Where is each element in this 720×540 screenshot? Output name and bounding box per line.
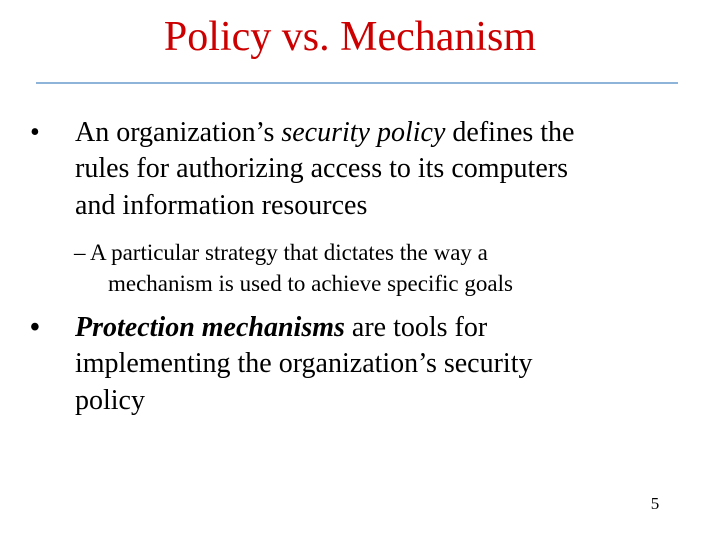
bullet-text-part: An organization’s: [75, 117, 282, 148]
sub-bullet-strategy: [74, 238, 654, 299]
bullet-line-1: [75, 310, 675, 346]
bullet-text-part: are tools for: [344, 312, 488, 343]
bullet-marker: •: [30, 117, 40, 148]
bullet-line-1: [75, 115, 675, 151]
bullet-line-3: and information resources: [75, 189, 368, 221]
bullet-marker: •: [30, 312, 40, 343]
bullet-line-3: policy: [75, 384, 145, 416]
bullet-text: [75, 115, 675, 224]
emphasis-term: security policy: [281, 117, 446, 148]
emphasis-term: Protection mechanisms: [75, 312, 345, 343]
slide-title: Policy vs. Mechanism: [163, 14, 537, 60]
bullet-text: [75, 310, 675, 419]
sub-bullet-line-2: mechanism is used to achieve specific goals: [108, 270, 513, 296]
bullet-line-2: rules for authorizing access to its computers: [75, 153, 568, 185]
page-number: 5: [650, 494, 660, 513]
sub-bullet-text: A particular strategy that dictates the way a: [89, 240, 488, 265]
sub-bullet-line-1: [74, 238, 654, 269]
bullet-line-2: implementing the organization’s security: [75, 348, 533, 380]
title-divider: [36, 82, 678, 84]
bullet-text-part: defines the: [445, 117, 575, 148]
dash-marker: –: [74, 240, 86, 265]
